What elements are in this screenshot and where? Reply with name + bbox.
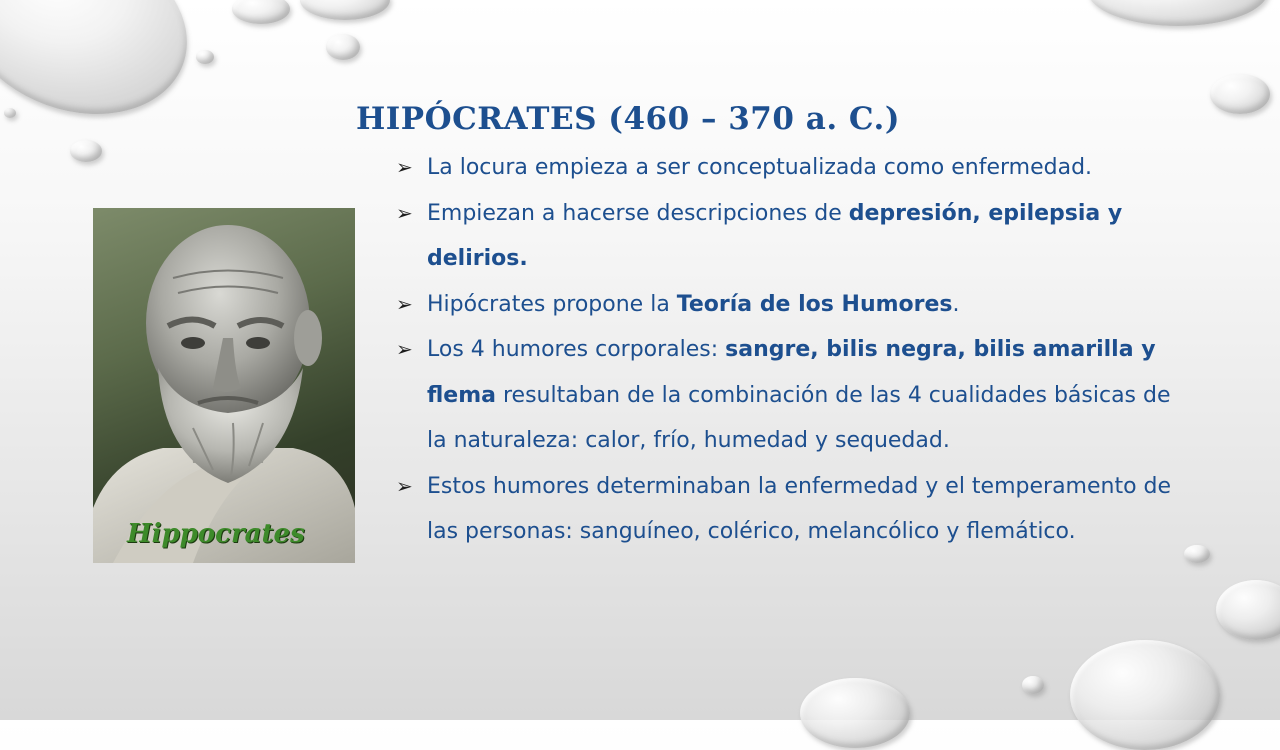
bullet-text: Hipócrates propone la [427, 291, 677, 317]
portrait-caption: Hippocrates [127, 519, 305, 549]
bullet-item [396, 191, 1196, 282]
hippocrates-portrait [93, 208, 355, 563]
water-drop [326, 34, 360, 60]
water-drop [0, 0, 212, 144]
arrow-bullet-icon: ➢ [396, 473, 413, 498]
water-drop [232, 0, 290, 24]
water-drop [1088, 0, 1268, 26]
water-drop [800, 678, 910, 748]
bullet-item [396, 282, 1196, 328]
arrow-bullet-icon: ➢ [396, 337, 413, 361]
bullet-text: La locura empieza a ser conceptualizada como enfermedad. [427, 155, 1093, 180]
water-drop [1210, 74, 1270, 114]
bullet-item [396, 464, 1196, 555]
water-drop [1022, 676, 1044, 694]
bullet-item [396, 145, 1196, 191]
portrait-illustration [93, 208, 355, 563]
bullet-list [396, 145, 1196, 555]
bullet-text-bold: depresión, epilepsia y delirios. [427, 200, 1123, 271]
bullet-item [396, 327, 1196, 464]
arrow-bullet-icon: ➢ [396, 291, 413, 316]
arrow-bullet-icon: ➢ [396, 200, 413, 225]
water-drop [4, 108, 16, 118]
water-drop [1070, 640, 1220, 750]
water-drop [300, 0, 390, 20]
bullet-text: Estos humores determinaban la enfermedad y el temperamento de las personas: sanguíneo, colérico, melancólico y flemático. [427, 473, 1172, 544]
bullet-text: resultaban de la combinación de las 4 cualidades básicas de la naturaleza: calor, frío, humedad y sequedad. [427, 382, 1171, 453]
arrow-bullet-icon: ➢ [396, 155, 413, 179]
water-drop [196, 50, 214, 64]
slide-title: HIPÓCRATES (460 – 370 a. C.) [356, 100, 900, 137]
bullet-text: Los 4 humores corporales: [427, 337, 726, 362]
water-drop [70, 140, 102, 162]
water-drop [1216, 580, 1280, 640]
bullet-text-bold: sangre, bilis negra, bilis amarilla y flema [427, 337, 1156, 408]
bullet-text-bold: Teoría de los Humores [676, 291, 953, 317]
bullet-text: Empiezan a hacerse descripciones de [427, 200, 849, 226]
bullet-text: . [952, 291, 960, 317]
